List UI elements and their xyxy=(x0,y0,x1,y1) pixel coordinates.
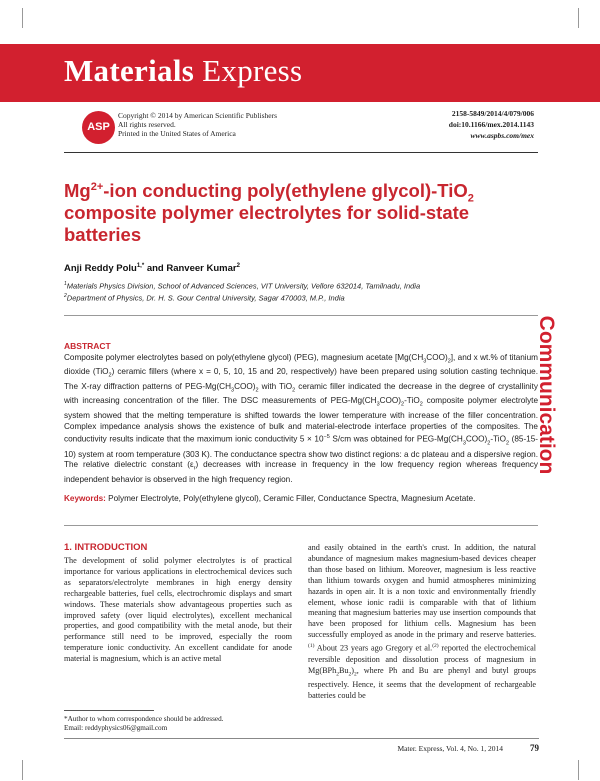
journal-url[interactable]: www.aspbs.com/mex xyxy=(470,131,534,140)
abstract-heading: ABSTRACT xyxy=(64,341,111,351)
journal-banner xyxy=(0,44,600,102)
affiliation: $^2$Department of Physics, Dr. H. S. Gour Central University, Sagar 470003, M.P., India xyxy=(64,293,345,303)
author-list: Anji Reddy Polu$^{1,*}$ and Ranveer Kumar$^2$ xyxy=(64,263,240,275)
affiliation: $^1$Materials Physics Division, School of Advanced Sciences, VIT University, Vellore 632014, Tamilnadu, India xyxy=(64,281,421,291)
crop-mark-top-left xyxy=(22,8,23,28)
page-number: 79 xyxy=(530,743,539,753)
body-column-left: The development of solid polymer electrolytes is of practical importance for various applications in electrochemical devices such as separators/electrolyte membranes in high energy density rechargeable batteries, fuel cells, electrochromic displays and smart windows. These materials show advantageous properties such as improved safety (over liquid electrolytes), excellent mechanical properties, and good compatibility with the metal anode, but their performance still need to be improved, especially the room temperature ionic conductivity. An excellent candidate for anode material is magnesium, which is an active metal xyxy=(64,556,292,664)
keywords: Keywords: Polymer Electrolyte, Poly(ethylene glycol), Ceramic Filler, Conductance Spectra, Magnesium Acetate. xyxy=(64,494,476,503)
issn: 2158-5849/2014/4/079/006 xyxy=(451,109,534,118)
header-rule xyxy=(64,152,538,153)
footer-citation: Mater. Express, Vol. 4, No. 1, 2014 xyxy=(397,744,503,753)
article-meta xyxy=(449,108,534,141)
author-email: Email: reddyphysics06@gmail.com xyxy=(64,724,168,732)
crop-mark-bottom-right xyxy=(578,760,579,780)
journal-name: Materials Express xyxy=(64,53,303,88)
crop-mark-top-right xyxy=(578,8,579,28)
abstract-body: Composite polymer electrolytes based on poly(ethylene glycol) (PEG), magnesium acetate $[Mg(CH_3COO)_2]$, and x wt.% of titanium dioxide (TiO$_2$) ceramic fillers (where x = 0, 5, 10, 15 and 20, respectively) have been prepared using solution casting technique. The X-ray diffraction patterns of PEG-$Mg(CH_3COO)_2$ with TiO$_2$ ceramic filler indicated the decrease in the degree of crystallinity with increasing concentration of the filler. The DSC measurements of PEG-$Mg(CH_3COO)_2-TiO_2$ composite polymer electrolyte system showed that the melting temperature is shifted towards the lower temperature with increase of the filler concentration. Complex impedance analysis shows the existence of bulk and material-electrode interface properties of the composites. The conductivity results indicate that the maximum ionic conductivity $5 \times 10^{-5}$ S/cm was obtained for PEG-$Mg(CH_3COO)_2-TiO_2$ (85-15-10) system at room temperature (303 K). The conductance spectra show two distinct regions: a dc plateau and a dispersive region. The relative dielectric constant $(\varepsilon_r)$ decreases with increase in frequency in the low frequency region whereas frequency independent behavior is observed in the high frequency region. xyxy=(64,353,539,484)
citation: (1) xyxy=(308,643,315,650)
citation: (2) xyxy=(432,643,439,650)
publisher-logo: ASP xyxy=(82,111,115,144)
article-title: $Mg^{2+}$-ion conducting poly(ethylene glycol)-TiO$_2$ composite polymer electrolytes for solid-state batteries xyxy=(64,180,474,245)
keywords-label: Keywords: xyxy=(64,494,106,503)
doi: doi:10.1166/mex.2014.1143 xyxy=(448,120,534,129)
copyright-block: Copyright © 2014 by American Scientific Publishers All rights reserved. Printed in the United States of America xyxy=(118,111,278,138)
title-rule xyxy=(64,315,538,316)
footnote: *Author to whom correspondence should be addressed. Email: reddyphysics06@gmail.com xyxy=(64,715,292,733)
sidebar-label: Communication xyxy=(535,315,558,475)
footnote-rule xyxy=(64,710,154,711)
section-heading: 1. INTRODUCTION xyxy=(64,542,148,553)
abstract-rule xyxy=(64,525,538,526)
body-column-right: and easily obtained in the earth's crust. In addition, the natural abundance of magnesium makes magnesium-based devices cheaper than those based on lithium. Moreover, magnesium is less reactive than lithium towards oxygen and humid atmospheres minimizing hazards in open air. It is a non toxic and environmentally friendly element, whose ionic radii is comparable with that of lithium meaning that magnesium batteries may use insertion compounds that have been proposed for lithium cells. Magnesium has been successfully employed as anode in the primary and reserve batteries.$^{(1)}$ About 23 years ago Gregory et al.$^{(2)}$ reported the electrochemical reversible deposition and dissolution process of magnesium in $Mg(BPh_2Bu_2)_2$, where Ph and Bu are phenyl and butyl groups respectively. Hence, it seems that the development of rechargeable batteries could be xyxy=(308,543,536,701)
crop-mark-bottom-left xyxy=(22,760,23,780)
footer-rule xyxy=(64,738,539,739)
